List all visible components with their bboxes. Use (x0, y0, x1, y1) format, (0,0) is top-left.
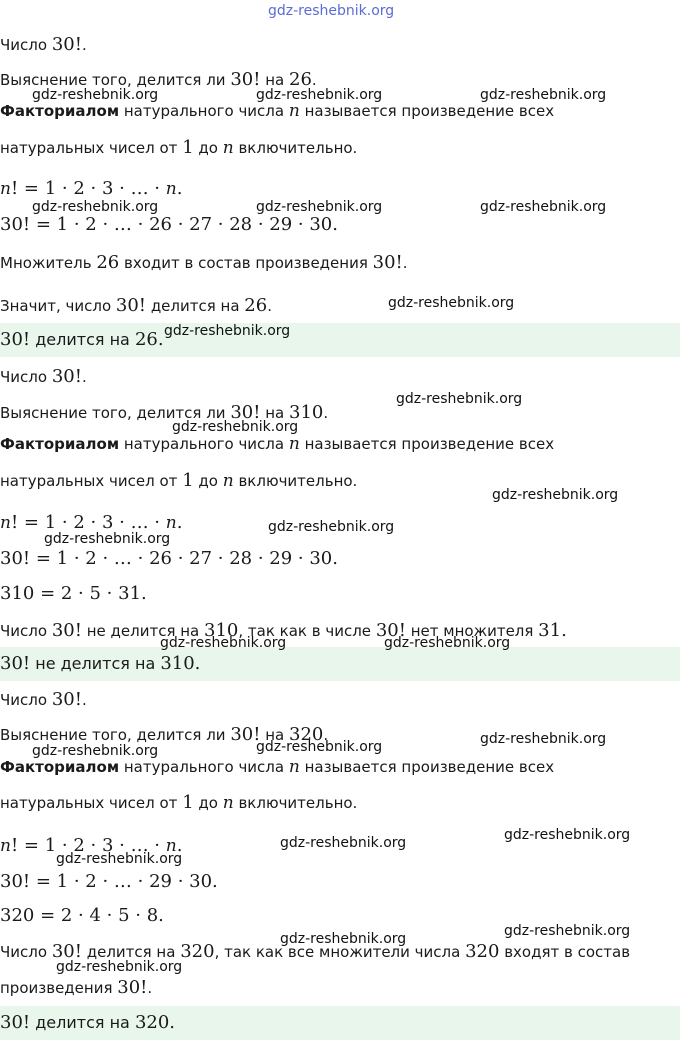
watermark: gdz-reshebnik.org (160, 635, 287, 651)
factorial-formula: n! = 1 · 2 · 3 · … · n. (0, 835, 183, 856)
watermark: gdz-reshebnik.org (44, 531, 171, 547)
answer-box: 30! делится на 320. (0, 1006, 680, 1040)
note-line: Число 30! делится на 320, так как все множители числа 320 входят в состав (0, 941, 631, 962)
watermark: gdz-reshebnik.org (280, 835, 407, 851)
note-line: Число 30! не делится на 310, так как в числе 30! нет множителя 31. (0, 620, 567, 641)
watermark: gdz-reshebnik.org (164, 323, 291, 339)
product-formula: 30! = 1 · 2 · … · 26 · 27 · 28 · 29 · 30. (0, 548, 338, 569)
watermark: gdz-reshebnik.org (504, 923, 631, 939)
definition-line-2: натуральных чисел от 1 до n включительно. (0, 792, 358, 813)
product-formula: 30! = 1 · 2 · … · 29 · 30. (0, 871, 218, 892)
watermark: gdz-reshebnik.org (56, 851, 183, 867)
note-line-2: произведения 30!. (0, 977, 153, 998)
factorial-formula: n! = 1 · 2 · 3 · … · n. (0, 178, 183, 199)
explain-line: Выяснение того, делится ли 30! на 320. (0, 724, 329, 745)
watermark: gdz-reshebnik.org (256, 739, 383, 755)
watermark: gdz-reshebnik.org (172, 419, 299, 435)
watermark: gdz-reshebnik.org (268, 3, 395, 19)
definition-line: Факториалом натурального числа n называется произведение всех (0, 434, 555, 454)
watermark: gdz-reshebnik.org (32, 743, 159, 759)
watermark: gdz-reshebnik.org (256, 199, 383, 215)
watermark: gdz-reshebnik.org (480, 199, 607, 215)
task-line: Число 30!. (0, 34, 87, 55)
task-line: Число 30!. (0, 689, 87, 710)
factorization-formula: 310 = 2 · 5 · 31. (0, 583, 147, 604)
explain-line: Выяснение того, делится ли 30! на 310. (0, 402, 329, 423)
factorization-formula: 320 = 2 · 4 · 5 · 8. (0, 905, 164, 926)
definition-line-2: натуральных чисел от 1 до n включительно. (0, 137, 358, 158)
watermark: gdz-reshebnik.org (504, 827, 631, 843)
task-line: Число 30!. (0, 366, 87, 387)
watermark: gdz-reshebnik.org (268, 519, 395, 535)
watermark: gdz-reshebnik.org (56, 959, 183, 975)
watermark: gdz-reshebnik.org (396, 391, 523, 407)
explain-line: Выяснение того, делится ли 30! на 26. (0, 69, 317, 90)
product-formula: 30! = 1 · 2 · … · 26 · 27 · 28 · 29 · 30. (0, 214, 338, 235)
conclusion-line: Значит, число 30! делится на 26. (0, 295, 272, 316)
watermark: gdz-reshebnik.org (32, 199, 159, 215)
definition-line: Факториалом натурального числа n называется произведение всех (0, 101, 555, 121)
note-line: Множитель 26 входит в состав произведения 30!. (0, 252, 408, 273)
watermark: gdz-reshebnik.org (256, 87, 383, 103)
watermark: gdz-reshebnik.org (480, 731, 607, 747)
answer-box: 30! делится на 26. (0, 323, 680, 357)
definition-line-2: натуральных чисел от 1 до n включительно. (0, 470, 358, 491)
watermark: gdz-reshebnik.org (480, 87, 607, 103)
answer-box: 30! не делится на 310. (0, 647, 680, 681)
watermark: gdz-reshebnik.org (388, 295, 515, 311)
watermark: gdz-reshebnik.org (384, 635, 511, 651)
watermark: gdz-reshebnik.org (32, 87, 159, 103)
factorial-formula: n! = 1 · 2 · 3 · … · n. (0, 512, 183, 533)
watermark: gdz-reshebnik.org (492, 487, 619, 503)
watermark: gdz-reshebnik.org (280, 931, 407, 947)
definition-line: Факториалом натурального числа n называется произведение всех (0, 757, 555, 777)
